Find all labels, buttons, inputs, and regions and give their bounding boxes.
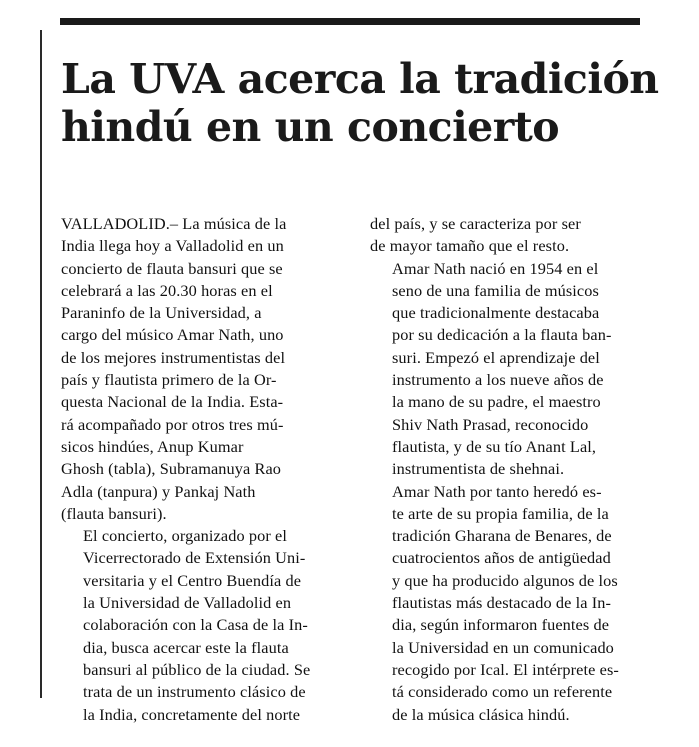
text-line: de los mejores instrumentistas del bbox=[61, 347, 286, 367]
text-line: cuatrocientos años de antigüedad bbox=[392, 548, 611, 568]
text-line: colaboración con la Casa de la In- bbox=[83, 615, 308, 635]
text-line: cargo del músico Amar Nath, uno bbox=[61, 325, 284, 345]
text-line: concierto de flauta bansuri que se bbox=[61, 258, 283, 278]
text-line: (flauta bansuri). bbox=[61, 503, 167, 523]
text-line: país y flautista primero de la Or- bbox=[61, 370, 277, 390]
text-line: te arte de su propia familia, de la bbox=[392, 503, 609, 523]
text-line: tá considerado como un referente bbox=[392, 682, 613, 702]
text-line: tradición Gharana de Benares, de bbox=[392, 526, 612, 546]
text-line: rá acompañado por otros tres mú- bbox=[61, 414, 284, 434]
article-paragraph bbox=[370, 213, 648, 258]
text-line: Shiv Nath Prasad, reconocido bbox=[392, 414, 589, 434]
text-line: de mayor tamaño que el resto. bbox=[370, 236, 570, 256]
text-line: El concierto, organizado por el bbox=[83, 526, 287, 546]
text-line: la mano de su padre, el maestro bbox=[392, 392, 601, 412]
text-line: por su dedicación a la flauta ban- bbox=[392, 325, 612, 345]
article-paragraph bbox=[61, 213, 346, 525]
text-line: instrumento a los nueve años de bbox=[392, 370, 604, 390]
text-line: dia, busca acercar este la flauta bbox=[83, 637, 289, 657]
article-paragraph bbox=[370, 258, 648, 481]
text-line: questa Nacional de la India. Esta- bbox=[61, 392, 284, 412]
text-line: la India, concretamente del norte bbox=[83, 704, 301, 724]
text-line: suri. Empezó el aprendizaje del bbox=[392, 347, 600, 367]
text-line: seno de una familia de músicos bbox=[392, 280, 599, 300]
text-line: Amar Nath por tanto heredó es- bbox=[392, 481, 602, 501]
text-line: Adla (tanpura) y Pankaj Nath bbox=[61, 481, 256, 501]
article-column-left bbox=[61, 213, 346, 726]
text-line: sicos hindúes, Anup Kumar bbox=[61, 436, 244, 456]
text-line: flautista, y de su tío Anant Lal, bbox=[392, 436, 597, 456]
text-line: Paraninfo de la Universidad, a bbox=[61, 303, 262, 323]
article-paragraph bbox=[370, 481, 648, 726]
left-margin-rule bbox=[40, 30, 42, 698]
text-line: Amar Nath nació en 1954 en el bbox=[392, 258, 599, 278]
text-line: bansuri al público de la ciudad. Se bbox=[83, 659, 311, 679]
text-line: del país, y se caracteriza por ser bbox=[370, 214, 581, 233]
text-line: la Universidad en un comunicado bbox=[392, 637, 614, 657]
text-line: India llega hoy a Valladolid en un bbox=[61, 236, 284, 256]
article-paragraph bbox=[61, 525, 346, 726]
text-line: trata de un instrumento clásico de bbox=[83, 682, 306, 702]
headline bbox=[61, 55, 671, 151]
text-line: de la música clásica hindú. bbox=[392, 704, 570, 724]
text-line: dia, según informaron fuentes de bbox=[392, 615, 610, 635]
headline-line: hindú en un concierto bbox=[61, 103, 560, 151]
text-line: versitaria y el Centro Buendía de bbox=[83, 570, 302, 590]
top-rule bbox=[60, 18, 640, 25]
text-line: recogido por Ical. El intérprete es- bbox=[392, 659, 619, 679]
text-line: la Universidad de Valladolid en bbox=[83, 593, 292, 613]
text-line: VALLADOLID.– La música de la bbox=[61, 214, 287, 233]
text-line: celebrará a las 20.30 horas en el bbox=[61, 280, 273, 300]
text-line: flautistas más destacado de la In- bbox=[392, 593, 612, 613]
text-line: y que ha producido algunos de los bbox=[392, 570, 618, 590]
article-column-right bbox=[370, 213, 648, 726]
text-line: Ghosh (tabla), Subramanuya Rao bbox=[61, 459, 282, 479]
text-line: instrumentista de shehnai. bbox=[392, 459, 565, 479]
headline-line: La UVA acerca la tradición bbox=[61, 55, 659, 103]
text-line: Vicerrectorado de Extensión Uni- bbox=[83, 548, 306, 568]
text-line: que tradicionalmente destacaba bbox=[392, 303, 600, 323]
